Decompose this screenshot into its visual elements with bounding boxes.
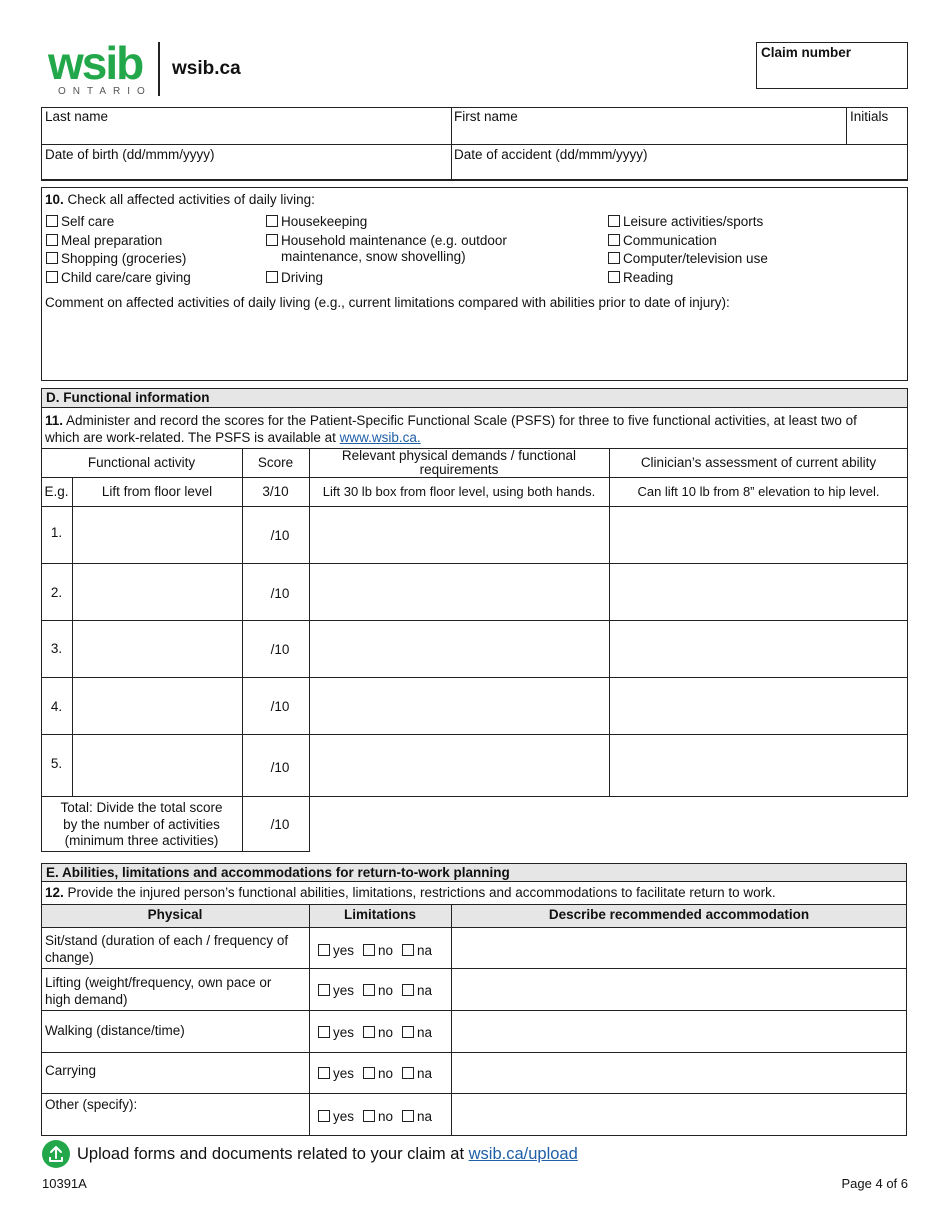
- psfs-row-score[interactable]: /10: [270, 528, 290, 543]
- checkbox-leisure[interactable]: Leisure activities/sports: [608, 214, 763, 229]
- option-yes[interactable]: yes: [318, 943, 354, 958]
- header-functional-activity: Functional activity: [87, 455, 196, 470]
- header-physical: Physical: [147, 907, 203, 922]
- psfs-row-score[interactable]: /10: [270, 699, 290, 714]
- checkbox-driving[interactable]: Driving: [266, 270, 323, 285]
- checkbox-icon[interactable]: [46, 252, 58, 264]
- checkbox-icon[interactable]: [608, 215, 620, 227]
- total-instructions: Total: Divide the total score by the number of activities (minimum three activities): [60, 800, 223, 848]
- example-activity: Lift from floor level: [101, 484, 213, 499]
- checkbox-icon[interactable]: [318, 1110, 330, 1122]
- checkbox-household-maintenance[interactable]: Household maintenance (e.g. outdoor: [266, 233, 507, 248]
- total-score[interactable]: /10: [270, 817, 290, 832]
- q12-question: 12. Provide the injured person’s functional abilities, limitations, restrictions and accommodations to facilitate return to work.: [45, 885, 776, 900]
- checkbox-icon[interactable]: [402, 1067, 414, 1079]
- household-maintenance-continued: maintenance, snow shovelling): [281, 249, 466, 264]
- header-demands: Relevant physical demands / functional requirements: [341, 448, 577, 477]
- option-no[interactable]: no: [363, 1066, 393, 1081]
- page-number: Page 4 of 6: [841, 1176, 908, 1191]
- header-score: Score: [257, 455, 294, 470]
- q10-comment-field[interactable]: Comment on affected activities of daily living (e.g., current limitations compared with abilities prior to date of injury):: [45, 295, 730, 310]
- psfs-row-score[interactable]: /10: [270, 586, 290, 601]
- checkbox-housekeeping[interactable]: Housekeeping: [266, 214, 367, 229]
- upload-message: Upload forms and documents related to your claim at wsib.ca/upload: [77, 1145, 578, 1163]
- limitation-options: [318, 1025, 441, 1040]
- checkbox-icon[interactable]: [46, 234, 58, 246]
- checkbox-icon[interactable]: [363, 1026, 375, 1038]
- physical-lifting: Lifting (weight/frequency, own pace or high demand): [45, 975, 272, 1007]
- limitation-options: [318, 1109, 441, 1124]
- header-limitations: Limitations: [343, 907, 416, 922]
- first-name-field[interactable]: First name: [454, 109, 518, 124]
- checkbox-shopping[interactable]: Shopping (groceries): [46, 251, 186, 266]
- psfs-row-number: 4.: [50, 699, 63, 714]
- checkbox-icon[interactable]: [46, 215, 58, 227]
- psfs-row-number: 5.: [50, 756, 63, 771]
- dob-field[interactable]: Date of birth (dd/mmm/yyyy): [45, 147, 215, 162]
- option-na[interactable]: na: [402, 1025, 432, 1040]
- option-yes[interactable]: yes: [318, 1066, 354, 1081]
- checkbox-meal-preparation[interactable]: Meal preparation: [46, 233, 162, 248]
- checkbox-icon[interactable]: [608, 234, 620, 246]
- checkbox-communication[interactable]: Communication: [608, 233, 717, 248]
- checkbox-icon[interactable]: [402, 1110, 414, 1122]
- checkbox-icon[interactable]: [608, 252, 620, 264]
- claim-number-field[interactable]: [756, 42, 908, 89]
- option-no[interactable]: no: [363, 943, 393, 958]
- section-e-title: E. Abilities, limitations and accommodations for return-to-work planning: [41, 863, 907, 882]
- example-score: 3/10: [262, 484, 289, 499]
- checkbox-icon[interactable]: [318, 1026, 330, 1038]
- physical-other: Other (specify):: [45, 1097, 138, 1112]
- example-demands: Lift 30 lb box from floor level, using both hands.: [322, 484, 596, 499]
- wsib-logo: [48, 37, 152, 98]
- psfs-row-number: 3.: [50, 641, 63, 656]
- option-no[interactable]: no: [363, 1025, 393, 1040]
- option-no[interactable]: no: [363, 983, 393, 998]
- checkbox-icon[interactable]: [266, 234, 278, 246]
- checkbox-icon[interactable]: [266, 215, 278, 227]
- psfs-row-number: 1.: [50, 525, 63, 540]
- checkbox-icon[interactable]: [318, 944, 330, 956]
- psfs-row-score[interactable]: /10: [270, 642, 290, 657]
- option-yes[interactable]: yes: [318, 983, 354, 998]
- last-name-field[interactable]: Last name: [45, 109, 109, 124]
- checkbox-icon[interactable]: [46, 271, 58, 283]
- checkbox-reading[interactable]: Reading: [608, 270, 673, 285]
- logo-subtext: ONTARIO: [58, 86, 152, 97]
- example-label: E.g.: [44, 484, 69, 499]
- psfs-link[interactable]: www.wsib.ca.: [339, 430, 421, 445]
- form-id: 10391A: [42, 1176, 87, 1191]
- checkbox-child-care[interactable]: Child care/care giving: [46, 270, 191, 285]
- physical-carrying: Carrying: [45, 1063, 97, 1078]
- psfs-row-score[interactable]: /10: [270, 760, 290, 775]
- option-na[interactable]: na: [402, 1109, 432, 1124]
- option-yes[interactable]: yes: [318, 1109, 354, 1124]
- header-assessment: Clinician’s assessment of current ability: [640, 455, 877, 470]
- q11-question: 11. Administer and record the scores for the Patient-Specific Functional Scale (PSFS) for three to five functional activities, at least two of which are work-related. The PSFS is available at www.wsib.ca.: [45, 413, 857, 445]
- checkbox-icon[interactable]: [318, 984, 330, 996]
- limitation-options: [318, 943, 441, 958]
- checkbox-icon[interactable]: [608, 271, 620, 283]
- checkbox-icon[interactable]: [402, 944, 414, 956]
- checkbox-icon[interactable]: [363, 1110, 375, 1122]
- checkbox-self-care[interactable]: Self care: [46, 214, 114, 229]
- doa-field[interactable]: Date of accident (dd/mmm/yyyy): [454, 147, 648, 162]
- checkbox-icon[interactable]: [363, 984, 375, 996]
- physical-sit-stand: Sit/stand (duration of each / frequency of change): [45, 933, 289, 965]
- header-accommodation: Describe recommended accommodation: [548, 907, 810, 922]
- upload-icon: [42, 1140, 70, 1168]
- psfs-row-number: 2.: [50, 585, 63, 600]
- physical-walking: Walking (distance/time): [45, 1023, 185, 1038]
- checkbox-icon[interactable]: [402, 1026, 414, 1038]
- limitation-options: [318, 983, 441, 998]
- checkbox-computer-tv[interactable]: Computer/television use: [608, 251, 768, 266]
- option-na[interactable]: na: [402, 1066, 432, 1081]
- checkbox-icon[interactable]: [266, 271, 278, 283]
- checkbox-icon[interactable]: [363, 944, 375, 956]
- option-na[interactable]: na: [402, 943, 432, 958]
- upload-link[interactable]: wsib.ca/upload: [468, 1145, 578, 1163]
- option-yes[interactable]: yes: [318, 1025, 354, 1040]
- psfs-table: [41, 448, 908, 797]
- option-na[interactable]: na: [402, 983, 432, 998]
- example-assessment: Can lift 10 lb from 8” elevation to hip level.: [637, 484, 880, 499]
- site-name: wsib.ca: [172, 58, 241, 79]
- initials-field[interactable]: Initials: [850, 109, 889, 124]
- limitation-options: [318, 1066, 441, 1081]
- checkbox-icon[interactable]: [318, 1067, 330, 1079]
- claim-number-label: Claim number: [761, 45, 852, 60]
- section-d-title: D. Functional information: [41, 388, 908, 408]
- logo-wordmark: wsib: [48, 37, 143, 89]
- q10-question: 10. Check all affected activities of daily living:: [45, 192, 315, 207]
- checkbox-icon[interactable]: [402, 984, 414, 996]
- option-no[interactable]: no: [363, 1109, 393, 1124]
- checkbox-icon[interactable]: [363, 1067, 375, 1079]
